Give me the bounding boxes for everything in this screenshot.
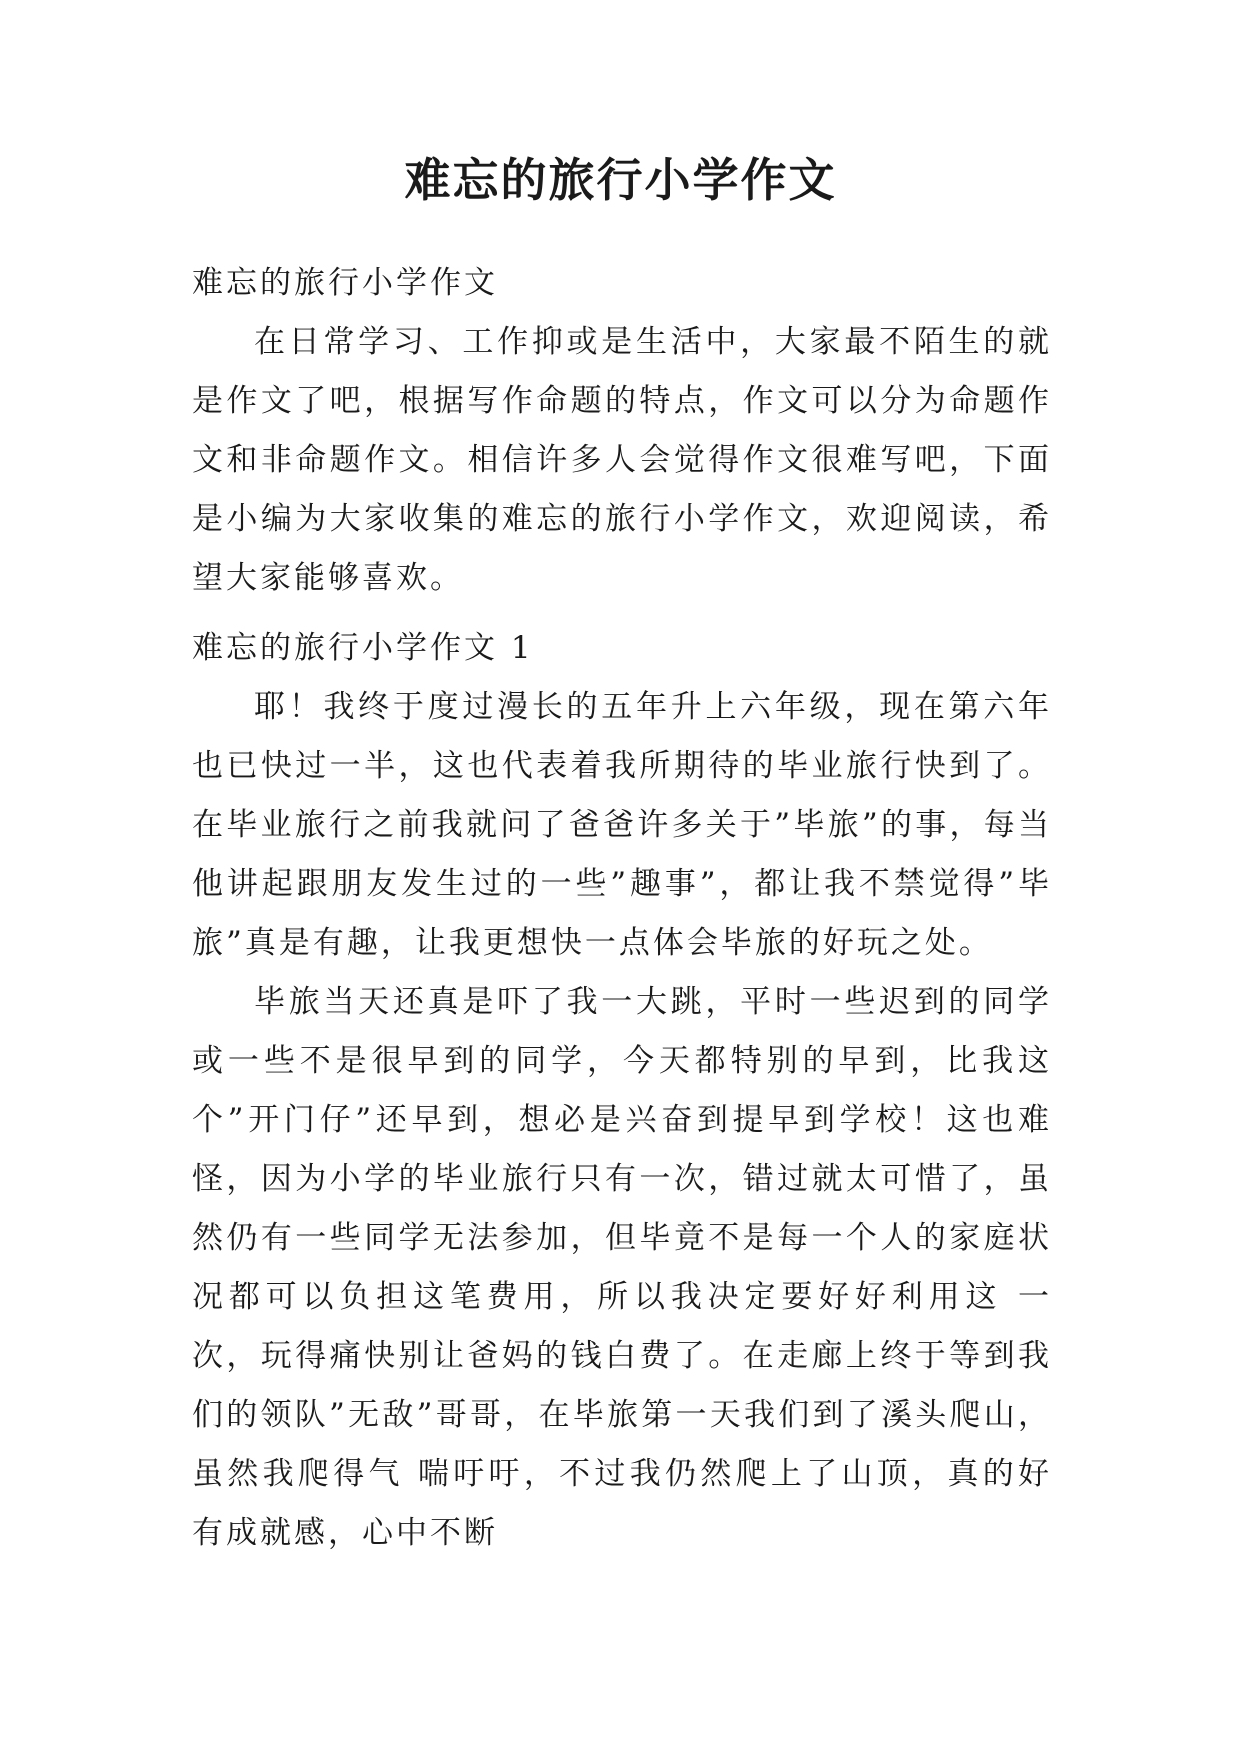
intro-heading: 难忘的旅行小学作文 bbox=[192, 265, 498, 301]
section1-paragraph-2: 毕旅当天还真是吓了我一大跳，平时一些迟到的同学或一些不是很早到的同学，今天都特别的早到，比我这个”开门仔”还早到，想必是兴奋到提早到学校！这也难 怪，因为小学的毕业旅行只有一次，错过就太可惜了，虽然仍有一些同学无法参加，但毕竟不是每一个人的家庭状况都可以负担这笔费用，所以我决定要好好利用这 一次，玩得痛快别让爸妈的钱白费了。在走廊上终于等到我们的领队”无敌”哥哥，在毕旅第一天我们到了溪头爬山，虽然我爬得气 喘吁吁，不过我仍然爬上了山顶，真的好有成就感，心中不断 bbox=[192, 984, 1052, 1551]
section1-heading: 难忘的旅行小学作文 1 bbox=[192, 630, 534, 666]
document-title: 难忘的旅行小学作文 bbox=[404, 153, 837, 207]
section1-paragraph-1: 耶！我终于度过漫长的五年升上六年级，现在第六年也已快过一半，这也代表着我所期待的毕业旅行快到了。在毕业旅行之前我就问了爸爸许多关于”毕旅”的事，每当他讲起跟朋友发生过的一些”趣事”，都让我不禁觉得”毕旅”真是有趣，让我更想快一点体会毕旅的好玩之处。 bbox=[192, 689, 1052, 961]
intro-paragraph: 在日常学习、工作抑或是生活中，大家最不陌生的就是作文了吧，根据写作命题的特点，作文可以分为命题作文和非命题作文。相信许多人会觉得作文很难写吧，下面是小编为大家收集的难忘的旅行小学作文，欢迎阅读，希望大家能够喜欢。 bbox=[192, 324, 1052, 596]
